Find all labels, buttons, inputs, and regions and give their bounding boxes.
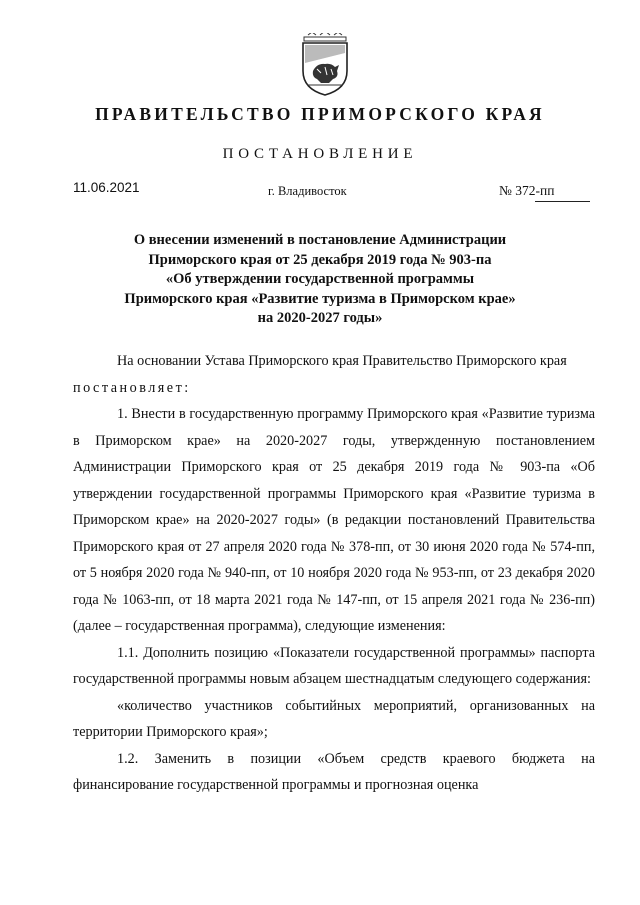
document-number: № 372-пп <box>499 183 555 198</box>
item-1-1-paragraph: 1.1. Дополнить позицию «Показатели государственной программы» паспорта государственной программы новым абзацем шестнадцатым следующего содержания: <box>73 644 595 687</box>
resolves-word: постановляет: <box>73 379 191 396</box>
intro-paragraph: На основании Устава Приморского края Правительство Приморского края <box>117 353 567 369</box>
item-1-paragraph: 1. Внести в государственную программу Приморского края «Развитие туризма в Приморском крае» на 2020-2027 годы, утвержденную постановлением Администрации Приморского края от 25 декабря 2019 года № 903-па «Об утверждении государственной программы Приморского края «Развитие туризма в Приморском крае» на 2020-2027 годы» (в редакции постановлений Правительства Приморского края от 27 апреля 2020 года № 378-пп, от 30 июня 2020 года № 574-пп, от 5 ноября 2020 года № 940-пп, от 10 ноября 2020 года № 953-пп, от 23 декабря 2020 года № 1063-пп, от 18 марта 2021 года № 147-пп, от 15 апреля 2021 года № 236-пп) (далее – государственная программа), следующие изменения: <box>73 406 595 634</box>
document-body <box>73 348 595 799</box>
document-date: 11.06.2021 <box>73 180 140 195</box>
subject-line: О внесении изменений в постановление Администрации <box>133 232 507 248</box>
subject-line: Приморского края от 25 декабря 2019 года № 903-па <box>148 251 492 268</box>
subject-line: на 2020-2027 годы» <box>257 310 383 327</box>
item-1-2-paragraph: 1.2. Заменить в позиции «Объем средств краевого бюджета на финансирование государственной программы и прогнозная оценка <box>73 750 595 793</box>
coat-of-arms-emblem <box>299 33 351 97</box>
quote-paragraph: «количество участников событийных мероприятий, организованных на территории Приморского края»; <box>73 697 595 740</box>
subject-line: «Об утверждении государственной программы <box>165 271 475 288</box>
government-title: ПРАВИТЕЛЬСТВО ПРИМОРСКОГО КРАЯ <box>95 104 545 124</box>
document-subject <box>0 231 640 329</box>
subject-line: Приморского края «Развитие туризма в Приморском крае» <box>124 290 516 307</box>
number-underline <box>535 201 590 202</box>
document-type: ПОСТАНОВЛЕНИЕ <box>222 146 418 162</box>
document-city: г. Владивосток <box>268 184 347 198</box>
